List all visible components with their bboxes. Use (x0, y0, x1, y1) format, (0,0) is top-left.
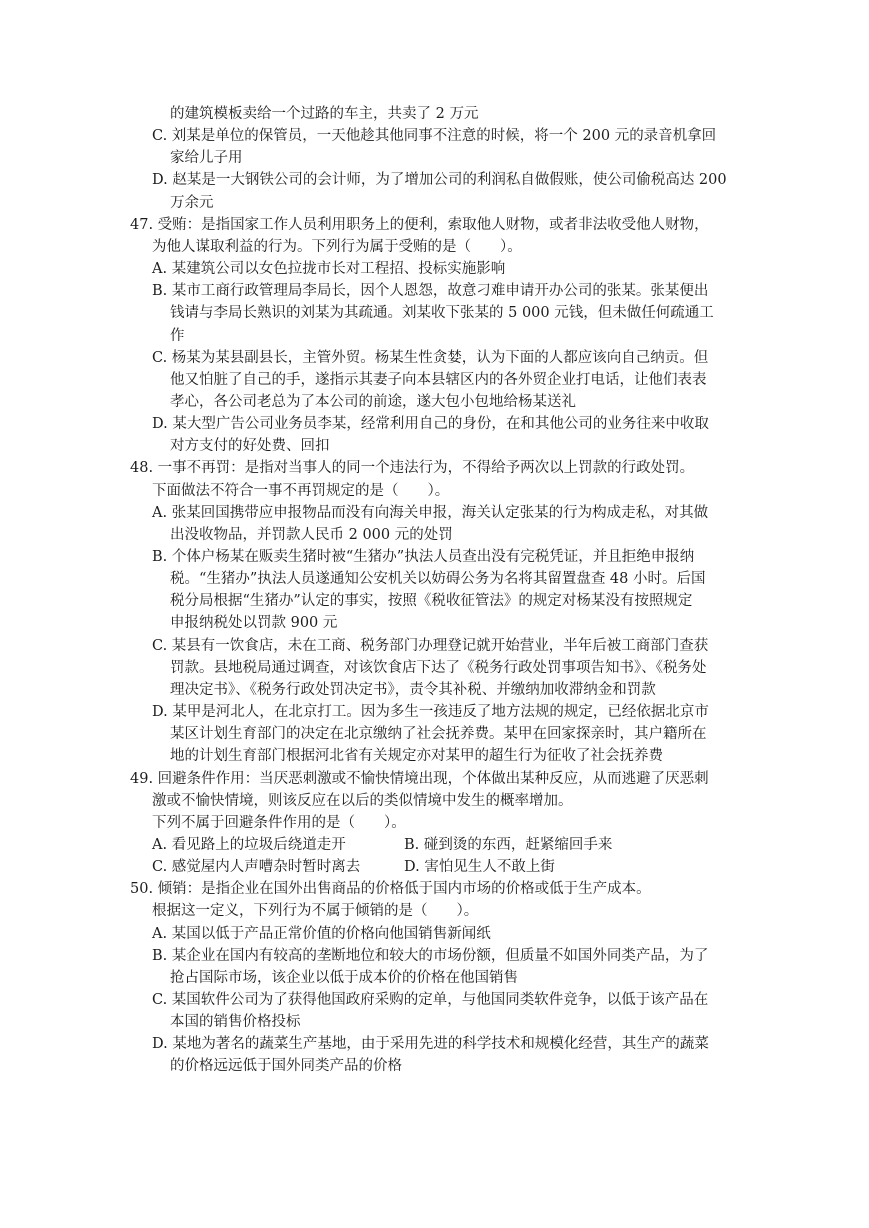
text-line: A. 张某回国携带应申报物品而没有向海关申报，海关认定张某的行为构成走私，对其做 (152, 504, 709, 521)
text-line: C. 刘某是单位的保管员，一天他趁其他同事不注意的时候，将一个 200 元的录音机拿回 (152, 128, 717, 145)
text-line: 本国的销售价格投标 (170, 1014, 301, 1031)
question-stem-line: 50. 倾销：是指企业在国外出售商品的价格低于国内市场的价格或低于生产成本。 (130, 881, 651, 898)
text-line: 家给儿子用 (170, 150, 243, 167)
text-line: A. 某国以低于产品正常价值的价格向他国销售新闻纸 (152, 925, 491, 942)
text-line: 他又怕脏了自己的手，遂指示其妻子向本县辖区内的各外贸企业打电话，让他们表表 (170, 371, 707, 388)
text-line: 地的计划生育部门根据河北省有关规定亦对某甲的超生行为征收了社会抚养费 (170, 748, 663, 765)
text-line: C. 某县有一饮食店，未在工商、税务部门办理登记就开始营业，半年后被工商部门查获 (152, 637, 709, 654)
text-line: B. 个体户杨某在贩卖生猪时被“生猪办”执法人员查出没有完税凭证，并且拒绝申报纳 (152, 549, 695, 565)
text-line: 申报纳税处以罚款 900 元 (170, 615, 338, 632)
text-line: 抢占国际市场，该企业以低于成本价的价格在他国销售 (170, 969, 518, 986)
text-line: 的价格远远低于国外同类产品的价格 (170, 1058, 402, 1075)
text-line: 钱请与李局长熟识的刘某为其疏通。刘某收下张某的 5 000 元钱，但未做任何疏通工 (170, 305, 714, 322)
text-line: 罚款。县地税局通过调查，对该饮食店下达了《税务行政处罚事项告知书》、《税务处 (170, 659, 707, 676)
text-line: 万余元 (170, 194, 214, 211)
text-line: 对方支付的好处费、回扣 (170, 438, 330, 455)
text-line: 出没收物品，并罚款人民币 2 000 元的处罚 (170, 526, 453, 543)
text-line: D. 赵某是一大钢铁公司的会计师，为了增加公司的利润私自做假账，使公司偷税高达 200 (152, 172, 727, 189)
option-right: B. 碰到烫的东西，赶紧缩回手来 (404, 836, 613, 853)
text-line: 税。“生猪办”执法人员遂通知公安机关以妨碍公务为名将其留置盘查 48 小时。后国 (170, 571, 706, 588)
text-line: B. 某市工商行政管理局李局长，因个人恩怨，故意刁难申请开办公司的张某。张某便出 (152, 283, 709, 300)
option-right: D. 害怕见生人不敢上街 (404, 859, 555, 876)
question-stem-line: 47. 受贿：是指国家工作人员利用职务上的便利，索取他人财物，或者非法收受他人财物， (130, 216, 709, 233)
text-line: 作 (170, 327, 185, 344)
option-left: A. 看见路上的垃圾后绕道走开 (152, 836, 346, 853)
text-line: C. 某国软件公司为了获得他国政府采购的定单，与他国同类软件竞争，以低于该产品在 (152, 992, 709, 1008)
text-line: D. 某大型广告公司业务员李某，经常利用自己的身份，在和其他公司的业务往来中收取 (152, 416, 709, 433)
text-line: 激或不愉快情境，则该反应在以后的类似情境中发生的概率增加。 (152, 792, 573, 809)
text-line: 某区计划生育部门的决定在北京缴纳了社会抚养费。某甲在回家探亲时，其户籍所在 (170, 726, 707, 743)
text-line: B. 某企业在国内有较高的垄断地位和较大的市场份额，但质量不如国外同类产品，为了 (152, 947, 709, 964)
text-line: A. 某建筑公司以女色拉拢市长对工程招、投标实施影响 (152, 261, 506, 278)
question-stem-line: 49. 回避条件作用：当厌恶刺激或不愉快情境出现，个体做出某种反应，从而逃避了厌恶刺 (130, 770, 709, 787)
text-line: 为他人谋取利益的行为。下列行为属于受贿的是（ ）。 (152, 238, 522, 255)
text-line: 下面做法不符合一事不再罚规定的是（ ）。 (152, 482, 450, 499)
text-line: 税分局根据“生猪办”认定的事实，按照《税收征管法》的规定对杨某没有按照规定 (170, 593, 693, 610)
option-left: C. 感觉屋内人声嘈杂时暂时离去 (152, 859, 361, 876)
text-line: 下列不属于回避条件作用的是（ ）。 (152, 814, 406, 831)
text-line: D. 某地为著名的蔬菜生产基地，由于采用先进的科学技术和规模化经营，其生产的蔬菜 (152, 1036, 709, 1053)
text-line: 孝心，各公司老总为了本公司的前途，遂大包小包地给杨某送礼 (170, 393, 576, 410)
text-line: 根据这一定义，下列行为不属于倾销的是（ ）。 (152, 903, 479, 920)
text-line: D. 某甲是河北人，在北京打工。因为多生一孩违反了地方法规的规定，已经依据北京市 (152, 704, 709, 721)
text-line: C. 杨某为某县副县长，主管外贸。杨某生性贪婪，认为下面的人都应该向自己纳贡。但 (152, 349, 709, 366)
text-line: 理决定书》、《税务行政处罚决定书》，责令其补税、并缴纳加收滞纳金和罚款 (170, 681, 656, 698)
text-line: 的建筑模板卖给一个过路的车主，共卖了 2 万元 (170, 106, 479, 122)
question-stem-line: 48. 一事不再罚：是指对当事人的同一个违法行为，不得给予两次以上罚款的行政处罚。 (130, 460, 695, 477)
